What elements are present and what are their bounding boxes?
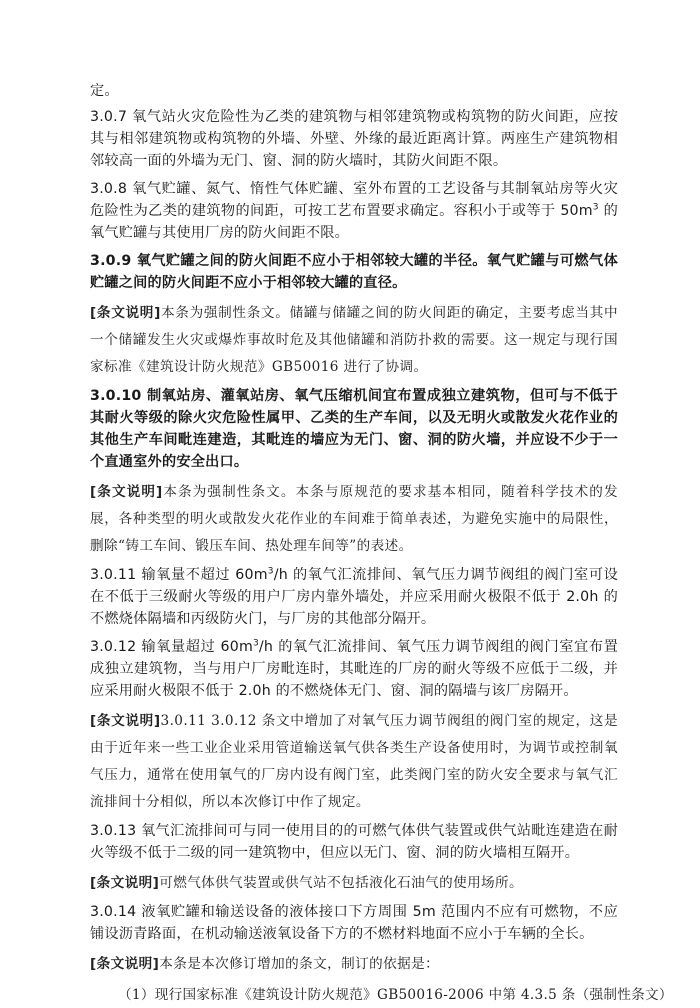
clause-3-0-13: 3.0.13 氧气汇流排间可与同一使用目的的可燃气体供气装置或供气站毗连建造在耐火等级不低于二级的同一建筑物中，但应以无门、窗、洞的防火墙相互隔开。 <box>90 823 618 861</box>
explanation-label: [条文说明] <box>90 875 160 891</box>
explanation-label: [条文说明] <box>90 956 160 972</box>
clause-3-0-12-superscript: 3 <box>252 638 259 649</box>
clause-3-0-10: 3.0.10 制氧站房、灌氧站房、氧气压缩机间宜布置成独立建筑物，但可与不低于其耐火等级的除火灾危险性属甲、乙类的生产车间，以及无明火或散发火花作业的其他生产车间毗连建造，其毗连的墙应为无门、窗、洞的防火墙，并应设不少于一个直通室外的安全出口。 <box>90 388 618 470</box>
explanation-3-0-13 <box>90 870 618 897</box>
clause-3-0-8-text-a: 3.0.8 氧气贮罐、氮气、惰性气体贮罐、室外布置的工艺设备与其制氧站房等火灾危险性为乙类的建筑物的间距，可按工艺布置要求确定。容积小于或等于 50m <box>90 181 618 219</box>
clause-3-0-12-text-b: /h 的氧气汇流排间、氧气压力调节阀组的阀门室宜布置成独立建筑物，当与用户厂房毗连时，其毗连的厂房的耐火等级不应低于二级，并应采用耐火极限不低于 2.0h 的不燃烧体无门、窗、洞的隔墙与该厂房隔开。 <box>90 639 618 699</box>
clause-3-0-11-text-a: 3.0.11 输氧量不超过 60m <box>90 567 268 583</box>
clause-3-0-8-superscript: 3 <box>592 202 599 213</box>
clause-3-0-9: 3.0.9 氧气贮罐之间的防火间距不应小于相邻较大罐的半径。氧气贮罐与可燃气体贮罐之间的防火间距不应小于相邻较大罐的直径。 <box>90 253 618 291</box>
clause-3-0-11-text-b: /h 的氧气汇流排间、氧气压力调节阀组的阀门室可设在不低于三级耐火等级的用户厂房内靠外墙处，并应采用耐火极限不低于 2.0h 的不燃烧体隔墙和丙级防火门，与厂房的其他部分隔开。 <box>90 567 618 627</box>
explanation-3-0-13-text: 可燃气体供气装置或供气站不包括液化石油气的使用场所。 <box>159 875 524 891</box>
explanation-3-0-10 <box>90 479 618 560</box>
clause-3-0-12-text-a: 3.0.12 输氧量超过 60m <box>90 639 253 655</box>
clause-3-0-8 <box>90 178 618 244</box>
clause-3-0-8-text-b: 的氧气贮罐与其使用厂房的防火间距不限。 <box>90 203 618 241</box>
explanation-3-0-9 <box>90 300 618 381</box>
explanation-3-0-10-text: 本条为强制性条文。本条与原规范的要求基本相同，随着科学技术的发展，各种类型的明火或散发火花作业的车间难于简单表述，为避免实施中的局限性，删除“铸工车间、锻压车间、热处理车间等”的表述。 <box>90 484 618 554</box>
explanation-label: [条文说明] <box>90 484 163 500</box>
explanation-3-0-11-12 <box>90 708 618 816</box>
explanation-label: [条文说明] <box>90 713 161 729</box>
basis-item-1: （1）现行国家标准《建筑设计防火规范》GB50016-2006 中第 4.3.5 条（强制性条文） <box>118 987 673 1003</box>
explanation-3-0-14-text: 本条是本次修订增加的条文，制订的依据是： <box>159 956 440 972</box>
explanation-3-0-14 <box>90 951 618 978</box>
explanation-3-0-9-text: 本条为强制性条文。储罐与储罐之间的防火间距的确定，主要考虑当其中一个储罐发生火灾或爆炸事故时危及其他储罐和消防扑救的需要。这一规定与现行国家标准《建筑设计防火规范》GB50016 进行了协调。 <box>90 305 618 375</box>
clause-3-0-12 <box>90 636 618 702</box>
clause-3-0-7: 3.0.7 氧气站火灾危险性为乙类的建筑物与相邻建筑物或构筑物的防火间距，应按其与相邻建筑物或构筑物的外墙、外壁、外缘的最近距离计算。两座生产建筑物相邻较高一面的外墙为无门、窗、洞的防火墙时，其防火间距不限。 <box>90 109 618 169</box>
clause-3-0-11 <box>90 564 618 630</box>
explanation-3-0-11-12-text: 3.0.11 3.0.12 条文中增加了对氧气压力调节阀组的阀门室的规定，这是由于近年来一些工业企业采用管道输送氧气供各类生产设备使用时，为调节或控制氧气压力，通常在使用氧气的厂房内设有阀门室，此类阀门室的防火安全要求与氧气汇流排间十分相似，所以本次修订中作了规定。 <box>90 713 618 810</box>
explanation-label: [条文说明] <box>90 305 161 321</box>
clause-3-0-11-superscript: 3 <box>267 566 274 577</box>
para-continuation: 定。 <box>90 83 119 99</box>
clause-3-0-14: 3.0.14 液氧贮罐和输送设备的液体接口下方周围 5m 范围内不应有可燃物，不应铺设沥青路面，在机动输送液氧设备下方的不燃材料地面不应小于车辆的全长。 <box>90 904 618 942</box>
